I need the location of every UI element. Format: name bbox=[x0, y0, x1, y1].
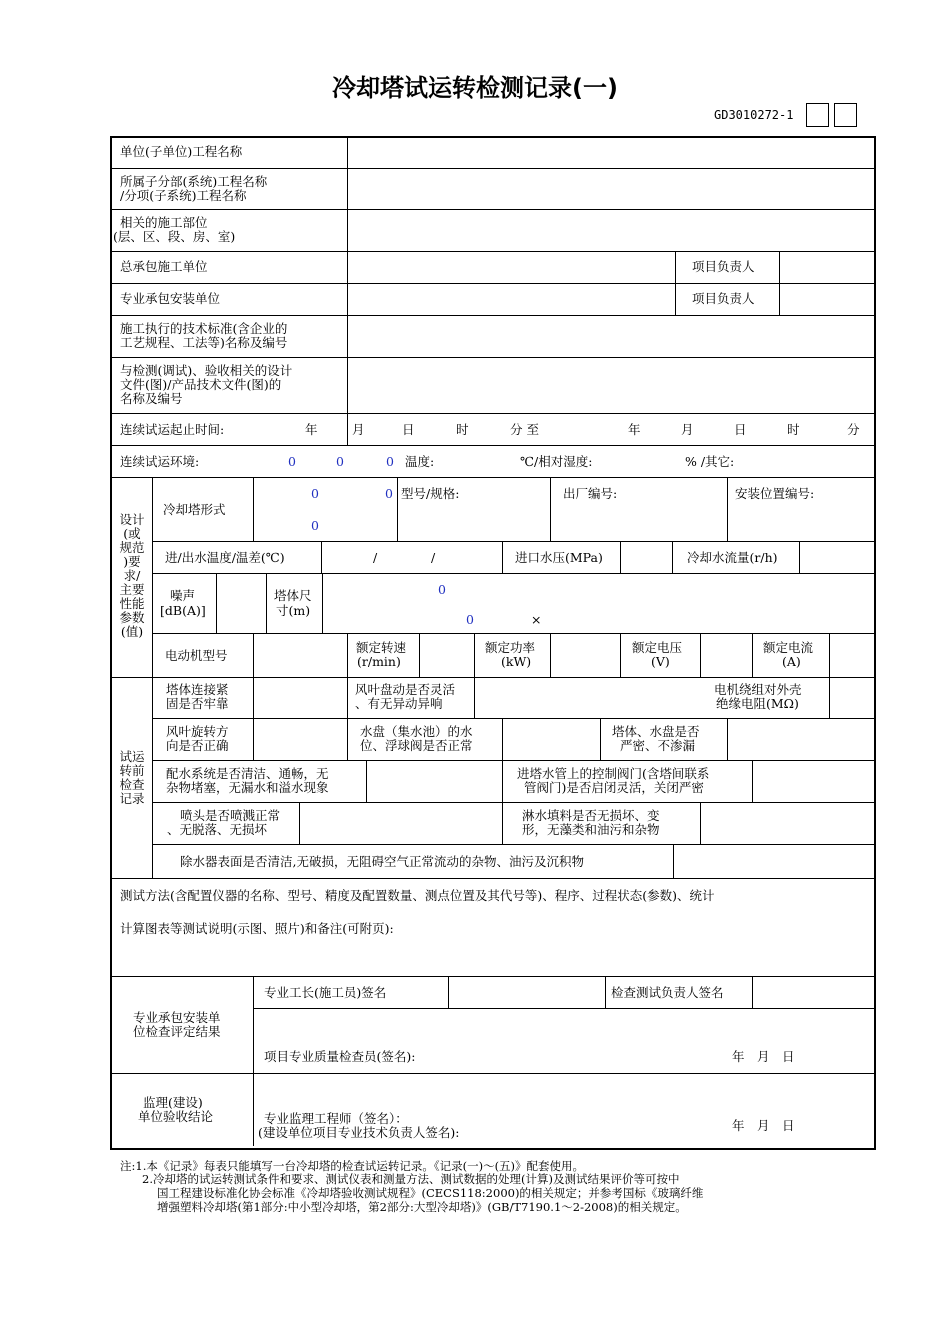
label-tower-type: 冷却塔形式 bbox=[163, 502, 226, 517]
label-check-7a: 配水系统是否清洁、通畅，无 bbox=[166, 766, 329, 781]
run-year: 年 bbox=[305, 422, 318, 437]
tower-type-value-3: 0 bbox=[311, 518, 319, 533]
water-temp-slash-1: / bbox=[373, 550, 378, 565]
label-check-1b: 固是否牢靠 bbox=[166, 696, 229, 711]
label-rated-voltage-1: 额定电压 bbox=[632, 640, 683, 655]
page-title: 冷却塔试运转检测记录(一) bbox=[332, 74, 618, 102]
label-install-no: 安装位置编号: bbox=[735, 486, 815, 501]
run-day-2: 日 bbox=[734, 422, 747, 437]
code-box-1[interactable] bbox=[806, 103, 829, 127]
size-value-2: 0 bbox=[466, 612, 474, 627]
label-check-9b: 、无脱落、无损坏 bbox=[167, 822, 268, 837]
label-standard-1: 施工执行的技术标准(含企业的 bbox=[120, 321, 288, 336]
label-check-5a: 水盘（集水池）的水 bbox=[360, 724, 473, 739]
label-check-9a: 喷头是否喷溅正常 bbox=[180, 808, 281, 823]
label-noise-1: 噪声 bbox=[170, 588, 196, 603]
label-humidity: ℃/相对湿度: bbox=[520, 454, 593, 469]
label-engineer-2: (建设单位项目专业技术负责人签名): bbox=[258, 1125, 460, 1140]
label-location-2: (层、区、段、房、室) bbox=[113, 229, 236, 244]
note-2: 2.冷却塔的试运转测试条件和要求、测试仪表和测量方法、测试数据的处理(计算)及测试结果评价等可按中 bbox=[142, 1172, 680, 1186]
label-check-4a: 风叶旋转方 bbox=[166, 724, 229, 739]
label-general-contractor: 总承包施工单位 bbox=[120, 259, 208, 274]
note-3: 国工程建设标准化协会标准《冷却塔验收测试规程》(CECS118:2000)的相关规定；并参考国标《玻璃纤维 bbox=[157, 1186, 704, 1200]
label-rated-speed-1: 额定转速 bbox=[356, 640, 407, 655]
label-docs-1: 与检测(调试)、验收相关的设计 bbox=[120, 363, 293, 378]
label-check-7b: 杂物堵塞，无漏水和溢水现象 bbox=[166, 780, 329, 795]
label-inlet-pressure: 进口水压(MPa) bbox=[515, 550, 603, 565]
label-check-2a: 风叶盘动是否灵活 bbox=[355, 682, 456, 697]
label-rated-power-2: (kW) bbox=[501, 654, 532, 669]
label-supervision-1: 监理(建设) bbox=[143, 1095, 203, 1110]
label-check-3b: 绝缘电阻(MΩ) bbox=[716, 696, 799, 711]
label-supervision-2: 单位验收结论 bbox=[138, 1109, 214, 1124]
label-size-2: 寸(m) bbox=[276, 603, 311, 618]
label-rated-power-1: 额定功率 bbox=[485, 640, 536, 655]
input-method[interactable] bbox=[112, 940, 872, 976]
label-serial: 出厂编号: bbox=[563, 486, 618, 501]
run-minute: 分 至 bbox=[510, 422, 539, 437]
form-code: GD3010272-1 bbox=[714, 108, 794, 122]
env-value-2: 0 bbox=[336, 454, 344, 469]
label-date-1: 年 月 日 bbox=[732, 1049, 795, 1064]
label-project-name: 单位(子单位)工程名称 bbox=[120, 144, 243, 159]
size-times: × bbox=[531, 612, 542, 627]
note-1: 注:1.本《记录》每表只能填写一台冷却塔的检查试运转记录。《记录(一)～(五)》配套使用。 bbox=[120, 1159, 585, 1173]
label-check-6a: 塔体、水盘是否 bbox=[612, 724, 700, 739]
label-date-2: 年 月 日 bbox=[732, 1118, 795, 1133]
label-cooling-flow: 冷却水流量(r/h) bbox=[687, 550, 778, 565]
label-sub-project-1: 所属子分部(系统)工程名称 bbox=[120, 174, 268, 189]
label-temperature: 温度: bbox=[405, 454, 435, 469]
env-value-3: 0 bbox=[386, 454, 394, 469]
input-project-manager-2[interactable] bbox=[780, 284, 872, 315]
label-engineer-1: 专业监理工程师（签名）： bbox=[264, 1111, 408, 1126]
label-motor-model: 电动机型号 bbox=[165, 648, 228, 663]
label-project-manager-1: 项目负责人 bbox=[692, 259, 755, 274]
label-sub-contractor: 专业承包安装单位 bbox=[120, 291, 221, 306]
label-check-3a: 电机绕组对外壳 bbox=[714, 682, 802, 697]
label-docs-3: 名称及编号 bbox=[120, 391, 183, 406]
run-minute-2: 分 bbox=[847, 422, 860, 437]
run-day: 日 bbox=[402, 422, 415, 437]
input-test-leader-signature[interactable] bbox=[753, 977, 872, 1008]
label-check-11: 除水器表面是否清洁,无破损，无阻碍空气正常流动的杂物、油污及沉积物 bbox=[180, 854, 584, 869]
tower-type-value-1: 0 bbox=[311, 486, 319, 501]
label-noise-2: [dB(A)] bbox=[160, 603, 206, 618]
label-pre-check: 试运 转前 检查 记录 bbox=[119, 749, 145, 806]
input-sub-project[interactable] bbox=[348, 169, 872, 209]
label-model: 型号/规格: bbox=[401, 486, 460, 501]
label-check-2b: 、有无异动异响 bbox=[355, 696, 443, 711]
run-month: 月 bbox=[352, 422, 365, 437]
label-check-5b: 位、浮球阀是否正常 bbox=[360, 738, 473, 753]
label-method-1: 测试方法(含配置仪器的名称、型号、精度及配置数量、测点位置及其代号等)、程序、过程状态(参数)、统计 bbox=[120, 888, 715, 903]
run-year-2: 年 bbox=[628, 422, 641, 437]
label-foreman: 专业工长(施工员)签名 bbox=[264, 985, 387, 1000]
run-month-2: 月 bbox=[681, 422, 694, 437]
run-hour-2: 时 bbox=[787, 422, 800, 437]
tower-type-value-2: 0 bbox=[385, 486, 393, 501]
label-design-params: 设计 (或 规范 )要 求/ 主要 性能 参数 (值) bbox=[119, 512, 145, 639]
env-value-1: 0 bbox=[288, 454, 296, 469]
label-check-10b: 形，无藻类和油污和杂物 bbox=[522, 822, 660, 837]
size-value-1: 0 bbox=[438, 582, 446, 597]
label-check-8a: 进塔水管上的控制阀门(含塔间联系 bbox=[517, 766, 710, 781]
input-standard[interactable] bbox=[348, 316, 872, 357]
label-rated-speed-2: (r/min) bbox=[357, 654, 401, 669]
input-location[interactable] bbox=[348, 210, 872, 251]
run-hour: 时 bbox=[456, 422, 469, 437]
label-check-1a: 塔体连接紧 bbox=[166, 682, 229, 697]
label-location-1: 相关的施工部位 bbox=[120, 215, 208, 230]
note-4: 增强塑料冷却塔(第1部分:中小型冷却塔，第2部分:大型冷却塔)》(GB/T7190.1～2-2008)的相关规定。 bbox=[157, 1200, 687, 1214]
label-qc-inspector: 项目专业质量检查员(签名): bbox=[264, 1049, 416, 1064]
label-check-10a: 淋水填料是否无损坏、变 bbox=[522, 808, 660, 823]
label-sub-project-2: /分项(子系统)工程名称 bbox=[120, 188, 247, 203]
label-test-leader: 检查测试负责人签名 bbox=[611, 985, 724, 1000]
label-rated-current-1: 额定电流 bbox=[763, 640, 814, 655]
label-contractor-result-1: 专业承包安装单 bbox=[133, 1010, 221, 1025]
label-check-4b: 向是否正确 bbox=[166, 738, 229, 753]
label-contractor-result-2: 位检查评定结果 bbox=[133, 1024, 221, 1039]
input-sub-contractor[interactable] bbox=[348, 284, 674, 315]
input-general-contractor[interactable] bbox=[348, 252, 674, 283]
label-check-6b: 严密、不渗漏 bbox=[620, 738, 696, 753]
input-inlet-pressure[interactable] bbox=[621, 542, 672, 573]
label-size-1: 塔体尺 bbox=[274, 588, 312, 603]
input-docs[interactable] bbox=[348, 358, 872, 413]
label-environment: 连续试运环境: bbox=[120, 454, 200, 469]
label-docs-2: 文件(图)/产品技术文件(图)的 bbox=[120, 377, 282, 392]
label-run-time: 连续试运起止时间: bbox=[120, 422, 225, 437]
label-check-8b: 管阀门)是否启闭灵活，关闭严密 bbox=[524, 780, 704, 795]
label-rated-current-2: (A) bbox=[782, 654, 801, 669]
input-foreman-signature[interactable] bbox=[449, 977, 605, 1008]
label-method-2: 计算图表等测试说明(示图、照片)和备注(可附页): bbox=[120, 921, 394, 936]
input-cooling-flow[interactable] bbox=[800, 542, 872, 573]
label-rated-voltage-2: (V) bbox=[651, 654, 670, 669]
input-project-manager-1[interactable] bbox=[780, 252, 872, 283]
label-standard-2: 工艺规程、工法等)名称及编号 bbox=[120, 335, 288, 350]
water-temp-slash-2: / bbox=[431, 550, 436, 565]
code-box-2[interactable] bbox=[834, 103, 857, 127]
label-project-manager-2: 项目负责人 bbox=[692, 291, 755, 306]
input-project-name[interactable] bbox=[348, 137, 872, 168]
label-water-temp: 进/出水温度/温差(℃) bbox=[165, 550, 285, 565]
label-other: % /其它: bbox=[685, 454, 735, 469]
